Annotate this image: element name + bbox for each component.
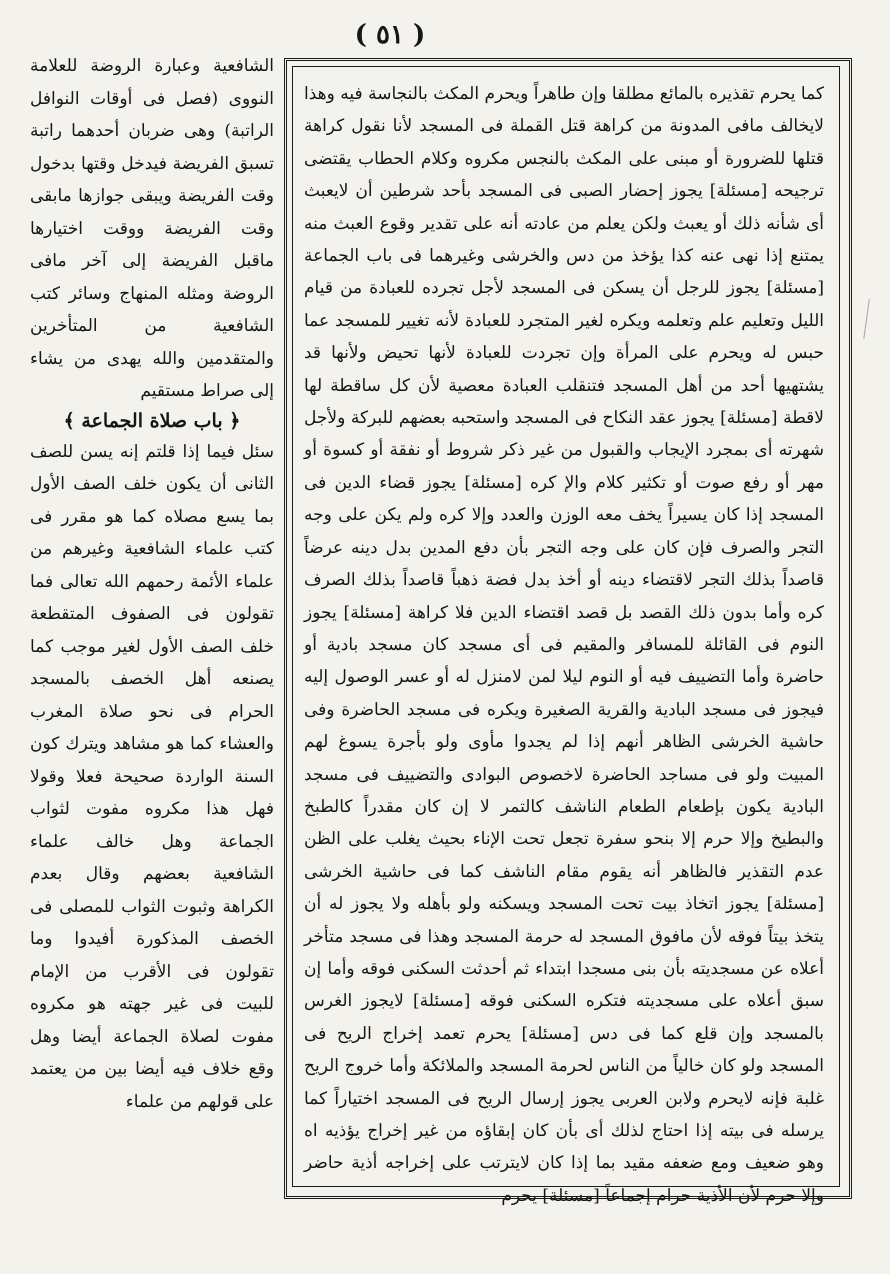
side-chapter-heading: ﴿ باب صلاة الجماعة ﴾ (63, 409, 241, 432)
side-column (30, 50, 274, 1230)
main-text-block: كما يحرم تقذيره بالمائع مطلقا وإن طاهراً ويحرم المكث بالنجاسة فيه وهذا لايخالف مافى المدونة من كراهة قتل القملة فى المسجد لأنا نقول كراهة قتلها للضرورة أو مبنى على المكث بالنجس مكروه وكلام الحطاب يقتضى ترجيحه [مسئلة] يجوز إحضار الصبى فى المسجد بأحد شرطين أن لايعبث أى شأنه ذلك أو يعبث ولكن يعلم من عادته أنه على تقدير وقوع العبث منه يمتنع إذا نهى عنه كذا يؤخذ من دس والخرشى وغيرهما فى باب الجماعة [مسئلة] يجوز للرجل أن يسكن فى المسجد لأجل تجرده للعبادة من قيام الليل وتعليم علم وتعلمه ويكره لغير المتجرد للعبادة لأنه تغيير للمسجد عما حبس له ويحرم على المرأة وإن تجردت للعبادة لأنها تحيض ولأنها قد يشتهيها أحد من أهل المسجد فتنقلب العبادة معصية لأن كل ساقطة لها لاقطة [مسئلة] يجوز عقد النكاح فى المسجد واستحبه بعضهم للبركة ولأجل شهرته أى بمجرد الإيجاب والقبول من غير ذكر شروط أو نفقة أو كسوة أو مهر أو رفع صوت أو تكثير كلام والإ كره [مسئلة] يجوز قضاء الدين فى المسجد إذا كان يسيراً يخف معه الوزن والعدد وإلا كره ولم يكن على وجه التجر والصرف فإن كان على وجه التجر بأن دفع المدين بدل دينه عرضاً قاصداً بذلك التجر لاقتضاء دينه أو أخذ بدل فضة ذهباً قاصداً بذلك الصرف كره وأما بدون ذلك القصد بل قصد اقتضاء الدين فلا كراهة [مسئلة] يجوز النوم فى القائلة للمسافر والمقيم فى أى مسجد كان مسجد بادية أو حاضرة وأما التضييف فيه أو النوم ليلا لمن لامنزل له أو عسر الوصول إليه فيجوز فى مسجد البادية والقرية الصغيرة ويكره فى مسجد الحاضرة وفى حاشية الخرشى الظاهر أنهم إذا لم يجدوا مأوى ولو بأجرة يسوغ لهم المبيت ولو فى مساجد الحاضرة لاخصوص البوادى والتضييف فى مسجد البادية يكون بإطعام الطعام الناشف كالتمر لا إن كان مقدراً كالطبخ والبطيخ وإلا حرم إلا بنحو سفرة تجعل تحت الإناء بحيث يغلب على الظن عدم التقذير فالظاهر أنه يقوم مقام الناشف كما فى حاشية الخرشى [مسئلة] يجوز اتخاذ بيت تحت المسجد ويسكنه ولو بأهله ولا يجوز له أن يتخذ بيتاً فوقه لأن مافوق المسجد له حرمة المسجد وهذا فى مسجد متأخر أعلاه عن مسجديته بأن بنى مسجدا ابتداء ثم أحدثت السكنى فوقه وأما إن سبق أعلاه على مسجديته فتكره السكنى فوقه [مسئلة] لايجوز الغرس بالمسجد وإن قلع كما فى دس [مسئلة] يحرم تعمد إخراج الريح فى المسجد ولو كان خالياً من الناس لحرمة المسجد والملائكة وأما خروج الريح غلبة فإنه لايحرم ولابن العربى يجوز إرسال الريح فى المسجد اختياراً كما يرسله فى بيته إذا احتاج لذلك أى بأن كان إبقاؤه من غير إخراج يؤذيه اه وهو ضعيف ومع ضعفه مقيد بما إذا كان لايترتب على إخراجه أذية حاضر وإلا حرم لأن الأذية حرام إجماعاً [مسئلة] يحرم (304, 84, 824, 1206)
page-number: ( ٥١ ) (354, 20, 426, 50)
scan-edge-mark (863, 299, 883, 341)
side-text-top: الشافعية وعبارة الروضة للعلامة النووى (فصل فى أوقات النوافل الراتبة) وهى ضربان أحدهما راتبة تسبق الفريضة فيدخل وقتها بدخول وقت الفريضة ويبقى جوازها مابقى وقت الفريضة ووقت اختيارها ماقبل الفريضة إلى آخر مافى الروضة ومثله المنهاج وسائر كتب الشافعية من المتأخرين والمتقدمين والله يهدى من يشاء إلى صراط مستقيم (30, 56, 274, 401)
side-text-bottom: سئل فيما إذا قلتم إنه يسن للصف الثانى أن يكون خلف الصف الأول بما يسع مصلاه كما هو مقرر فى كتب علماء الشافعية وغيرهم من علماء الأئمة رحمهم الله تعالى فما تقولون فى الصفوف المتقطعة خلف الصف الأول لغير موجب كما يصنعه أهل الخصف بالمسجد الحرام فى نحو صلاة المغرب والعشاء كما هو مشاهد ويترك كون السنة الواردة صحيحة فعلا وقولا فهل هذا مكروه مفوت لثواب الجماعة وهل خالف علماء الشافعية بعضهم وقال بعدم الكراهة وثبوت الثواب للمصلى فى الخصف المذكورة أفيدوا وما تقولون فى الأقرب من الإمام للبيت فى غير جهته هو مكروه مفوت لصلاة الجماعة أيضا وهل وقع خلاف فيه أيضا بين من يعتمد على قولهم من علماء (30, 441, 274, 1112)
